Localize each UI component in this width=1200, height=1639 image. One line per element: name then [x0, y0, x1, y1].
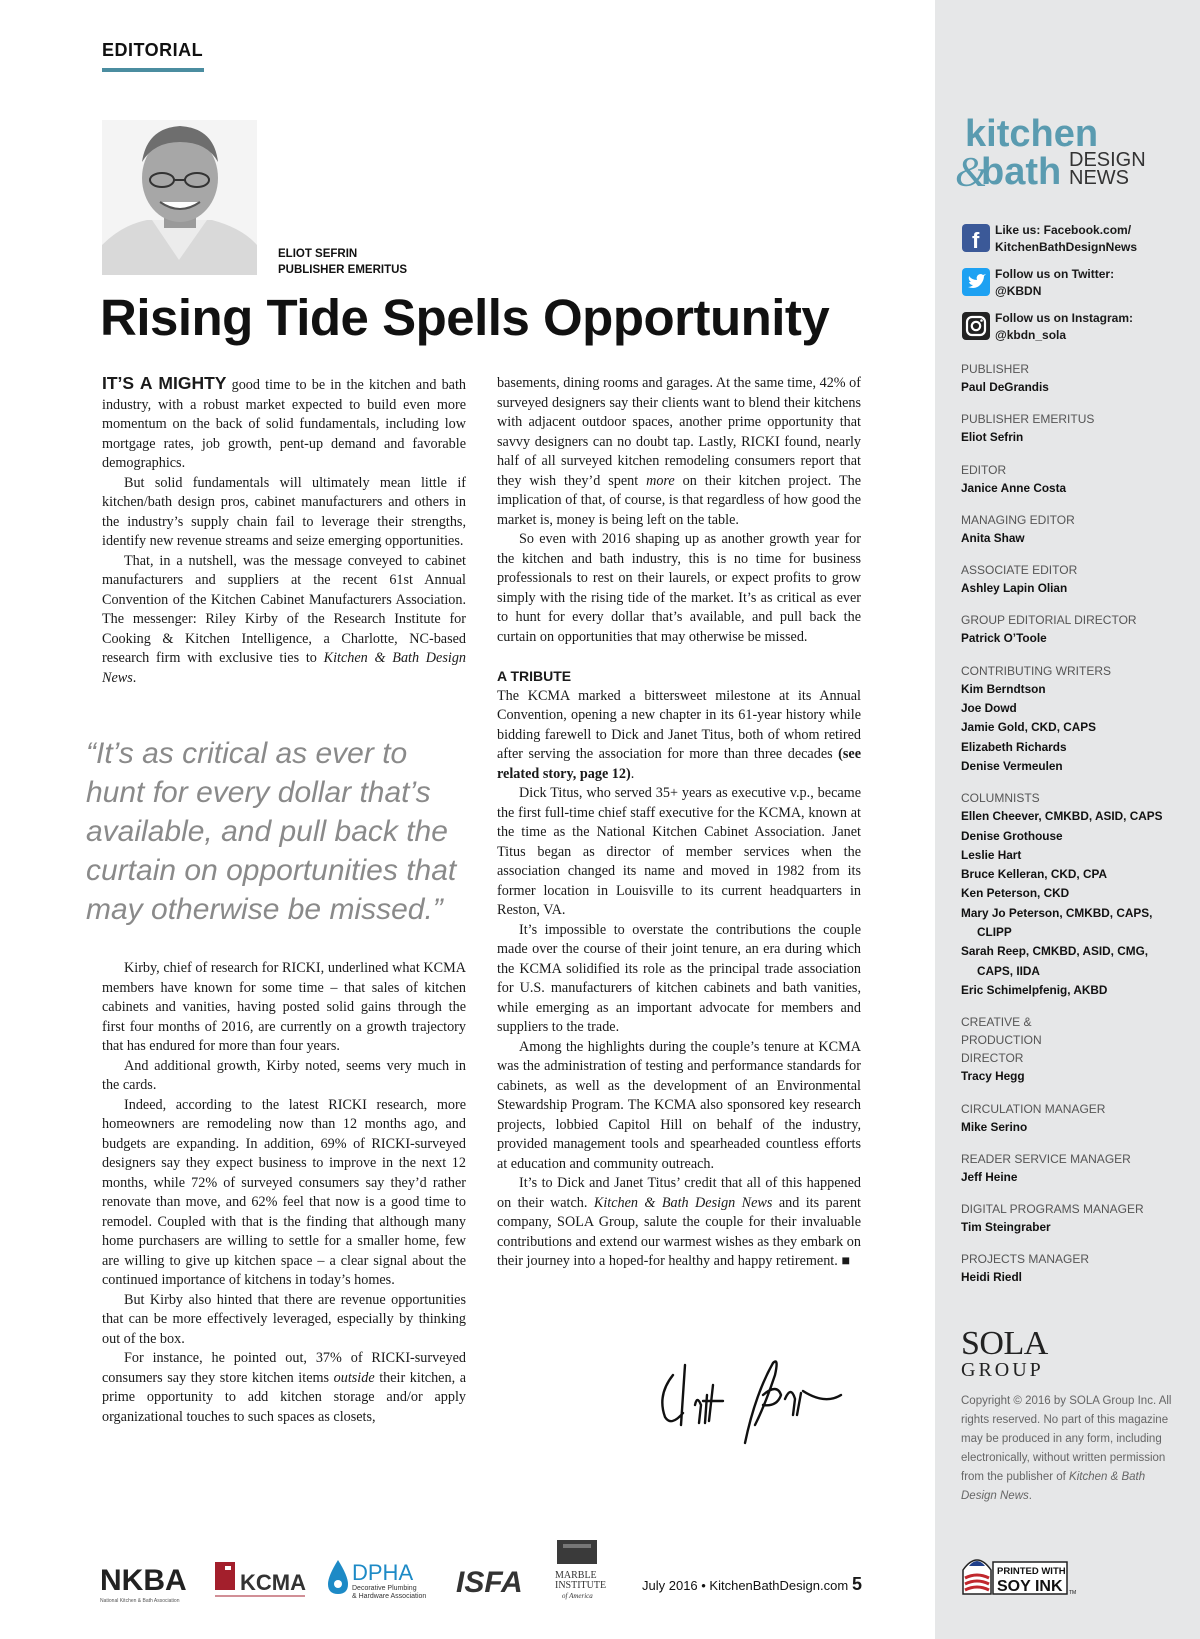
masthead-group: PROJECTS MANAGER Heidi Riedl	[961, 1252, 1090, 1285]
lead-in: IT’S A MIGHTY	[102, 373, 227, 393]
author-byline	[278, 246, 407, 278]
article-headline: Rising Tide Spells Opportunity	[100, 289, 830, 346]
end-mark: ■	[841, 1253, 850, 1269]
instagram-icon	[962, 312, 990, 340]
logo-design: DESIGN	[1069, 149, 1146, 171]
masthead-group: READER SERVICE MANAGER Jeff Heine	[961, 1151, 1131, 1184]
svg-text:National Kitchen & Bath Associ: National Kitchen & Bath Association	[100, 1598, 180, 1604]
paragraph: That, in a nutshell, was the message conveyed to cabinet manufacturers and suppliers at the recent 61st Annual Convention of the Kitchen Cabinet Manufacturers Association. The messenger: Riley Kirby of the Research Institute for Cooking & Kitchen Intelligence, a Charlotte, NC-based research firm with exclusive ties to Kitchen & Bath Design News.	[102, 552, 467, 686]
paragraph: So even with 2016 shaping up as another growth year for the kitchen and bath industry, this is no time for business professionals to rest on their laurels, or expect profits to grow simply with the rising tide of the market. It’s as critical as ever to hunt for every dollar that’s available, and pull back the curtain on opportunities that may otherwise be missed.	[497, 531, 861, 645]
issue-date-website: July 2016 • KitchenBathDesign.com	[642, 1578, 849, 1593]
masthead-group: EDITOR Janice Anne Costa	[961, 462, 1067, 495]
masthead-group: MANAGING EDITOR Anita Shaw	[961, 512, 1075, 545]
paragraph: Dick Titus, who served 35+ years as executive v.p., became the first full-time chief staff executive for the KCMA, known at the time as the National Kitchen Cabinet Association. Janet Titus began as director of member services when the association changed its name and moved in 1982 from its former location in Louisville to its current headquarters in Reston, VA.	[497, 785, 861, 918]
article-column-1	[102, 374, 466, 688]
masthead-group: PUBLISHER EMERITUS Eliot Sefrin	[961, 412, 1095, 445]
masthead-group: COLUMNISTS Ellen Cheever, CMKBD, ASID, CAPS Denise Grothouse Leslie Hart Bruce Kelleran, CKD, CPA Ken Peterson, CKD Mary Jo Peterson, CMKBD, CAPS, CLIPP Sarah Reep, CMKBD, ASID, CMG, CAPS, IIDA Eric Schimelpfenig, AKBD	[961, 791, 1163, 997]
svg-text:TM: TM	[1069, 1590, 1077, 1596]
article-column-1-continued	[102, 959, 466, 1427]
marble-institute-logo	[555, 1540, 606, 1600]
svg-text:DPHA: DPHA	[352, 1560, 414, 1585]
paragraph: It’s impossible to overstate the contributions the couple made over the course of their joint tenure, an era during which the KCMA solidified its role as the principal trade association for U.S. manufacturers of kitchen cabinets and bath vanities, while emerging as an important advocate for members and suppliers to the trade.	[497, 921, 861, 1035]
svg-text:INSTITUTE: INSTITUTE	[555, 1580, 607, 1591]
author-title: PUBLISHER EMERITUS	[278, 264, 408, 276]
svg-text:of America: of America	[562, 1592, 593, 1600]
soy-ink-badge	[961, 1548, 1081, 1601]
paragraph: basements, dining rooms and garages. At the same time, 42% of surveyed designers say their clients want to blend their kitchens with adjacent outdoor spaces, another prime opportunity that savvy designers can no doubt tap. Lastly, RICKI found, nearly half of all surveyed kitchen remodeling consumers report that they wish they’d spent more on their kitchen project. The implication of that, of course, is that regardless of how good the market is, money is being left on the table.	[497, 375, 862, 528]
svg-text:NKBA: NKBA	[100, 1564, 187, 1597]
author-name: ELIOT SEFRIN	[278, 248, 358, 260]
facebook-icon	[962, 224, 990, 252]
svg-text:PRINTED WITH: PRINTED WITH	[997, 1566, 1066, 1577]
svg-text:& Hardware Association: & Hardware Association	[352, 1593, 427, 1600]
paragraph: Indeed, according to the latest RICKI research, more homeowners are remodeling now than 12 months ago, and budgets are expanding. In addition, 69% of RICKI-surveyed designers say they expect business to improve in the next 12 months, while 72% of surveyed consumers say they’d rather renovate than move, and 62% feel that now is a good time to remodel. Coupled with that is the finding that although many home purchasers are willing to settle for a smaller home, few are willing to give up kitchen space – a clear signal about the continued importance of kitchens in today’s homes.	[102, 1096, 466, 1288]
kcma-logo	[215, 1562, 306, 1596]
masthead-group: CREATIVE & PRODUCTION DIRECTOR Tracy Hegg	[961, 1015, 1042, 1084]
masthead-group: PUBLISHER Paul DeGrandis	[961, 362, 1049, 394]
paragraph: But Kirby also hinted that there are revenue opportunities that can be more effectively leveraged, especially by thinking out of the box.	[102, 1291, 466, 1347]
page-number: 5	[852, 1574, 863, 1594]
svg-text:MARBLE: MARBLE	[555, 1570, 597, 1581]
svg-text:Decorative Plumbing: Decorative Plumbing	[352, 1585, 417, 1592]
masthead-group: ASSOCIATE EDITOR Ashley Lapin Olian	[961, 563, 1078, 596]
masthead-group: CONTRIBUTING WRITERS Kim Berndtson Joe Dowd Jamie Gold, CKD, CAPS Elizabeth Richards Denise Vermeulen	[961, 663, 1111, 773]
logo-news: NEWS	[1069, 167, 1129, 189]
logo-ampersand: &	[955, 150, 988, 196]
paragraph: Among the highlights during the couple’s tenure at KCMA was the administration of testing and performance standards for cabinets, as well as the development of an Environmental Stewardship Program. The KCMA also sponsored key research projects, lobbied Capitol Hill on behalf of the industry, provided management tools and spearheaded countless efforts at education and community outreach.	[497, 1038, 861, 1172]
logo-bath: bath	[981, 151, 1062, 193]
svg-text:KCMA: KCMA	[240, 1570, 306, 1595]
copyright-notice: Copyright © 2016 by SOLA Group Inc. All rights reserved. No part of this magazine may be produced in any form, including electronically, without written permission from the publisher of Kitchen & Bath Design News.	[961, 1395, 1172, 1502]
author-photo	[102, 120, 257, 275]
association-logos	[100, 1540, 607, 1625]
paragraph: And additional growth, Kirby noted, seems very much in the cards.	[102, 1057, 466, 1093]
subhead: A TRIBUTE	[497, 668, 572, 684]
svg-text:f: f	[972, 228, 980, 253]
masthead-group: CIRCULATION MANAGER Mike Serino	[961, 1101, 1106, 1134]
paragraph: But solid fundamentals will ultimately mean little if kitchen/bath design pros, cabinet manufacturers and others in the industry’s supply chain fail to leverage their strengths, identify new revenue streams and seize emerging opportunities.	[102, 474, 466, 549]
svg-text:ISFA: ISFA	[456, 1566, 523, 1599]
kbdn-logo	[955, 110, 1145, 195]
twitter-icon	[962, 268, 990, 296]
masthead-group: GROUP EDITORIAL DIRECTOR Patrick O’Toole	[961, 613, 1137, 646]
masthead-group: DIGITAL PROGRAMS MANAGER Tim Steingraber	[961, 1202, 1144, 1235]
author-signature	[655, 1355, 845, 1450]
paragraph: The KCMA marked a bittersweet milestone at its Annual Convention, opening a new chapter in its 61-year history while bidding farewell to Dick and Janet Titus, both of whom retired after serving the association for more than three decades (see related story, page 12).	[497, 687, 861, 782]
nkba-logo	[100, 1564, 187, 1604]
section-rule	[102, 68, 204, 72]
masthead-list	[961, 360, 1191, 1301]
paragraph: For instance, he pointed out, 37% of RICKI-surveyed consumers say they store kitchen items outside their kitchen, a prime opportunity to add kitchen storage and/or apply organizational touches to such spaces as closets,	[102, 1350, 466, 1425]
svg-text:SOY INK: SOY INK	[997, 1578, 1063, 1595]
dpha-logo	[328, 1560, 426, 1600]
paragraph: It’s to Dick and Janet Titus’ credit that all of this happened on their watch. Kitchen & Bath Design News and its parent company, SOLA Group, salute the couple for their invaluable contributions and extend our warmest wishes as they embark on their journey into a hoped-for healthy and happy retirement. ■	[497, 1175, 862, 1269]
article-column-2	[497, 374, 861, 1272]
sola-group-logo: SOLA GROUP	[961, 1325, 1048, 1381]
paragraph: IT’S A MIGHTY good time to be in the kitchen and bath industry, with a robust market expected to build even more momentum on the back of solid fundamentals, including low mortgage rates, job growth, pent-up demand and favorable demographics.	[102, 373, 467, 471]
isfa-logo	[456, 1566, 523, 1599]
pull-quote: “It’s as critical as ever to hunt for every dollar that’s available, and pull back the curtain on opportunities that may otherwise be missed.”	[86, 737, 457, 926]
paragraph: Kirby, chief of research for RICKI, underlined what KCMA members have known for some time – that sales of kitchen cabinets and vanities, having posted solid gains through the first four months of 2016, are currently on a growth trajectory that has endured for more than four years.	[102, 960, 466, 1054]
logo-kitchen: kitchen	[965, 113, 1099, 155]
section-label: EDITORIAL	[102, 40, 204, 60]
